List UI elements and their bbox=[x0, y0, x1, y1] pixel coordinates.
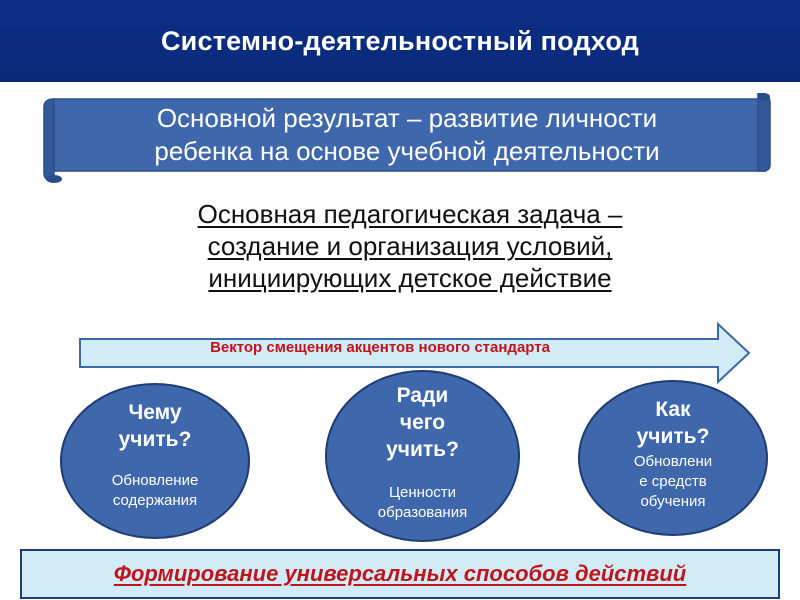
circle-what-to-teach bbox=[60, 383, 250, 539]
sub-line: Обновлени bbox=[633, 453, 713, 470]
question-line: чего bbox=[399, 411, 446, 434]
header-bar bbox=[0, 0, 800, 82]
pedagogical-task bbox=[100, 198, 720, 294]
question-line: Ради bbox=[396, 384, 449, 407]
result-line-2: ребенка на основе учебной деятельности bbox=[154, 136, 660, 166]
footer-banner bbox=[20, 549, 780, 599]
arrow-label: Вектор смещения акцентов нового стандарта bbox=[210, 339, 550, 356]
sub-line: содержания bbox=[112, 492, 198, 509]
task-line-2: создание и организация условий, bbox=[207, 231, 613, 261]
question-line: Как bbox=[655, 398, 691, 421]
circle-how-to-teach bbox=[578, 380, 768, 536]
circle-why-teach bbox=[325, 370, 520, 542]
question-line: учить? bbox=[636, 425, 710, 448]
question-line: учить? bbox=[386, 438, 459, 461]
question-line: Чему bbox=[128, 401, 182, 424]
sub-line: обучения bbox=[640, 493, 706, 510]
task-line-1: Основная педагогическая задача – bbox=[197, 199, 623, 229]
sub-line: Обновление bbox=[111, 472, 199, 489]
page-title: Системно-деятельностный подход bbox=[160, 25, 639, 56]
question-line: учить? bbox=[118, 428, 192, 451]
sub-line: е средств bbox=[639, 473, 707, 490]
result-scroll-banner bbox=[42, 93, 772, 185]
sub-line: образования bbox=[377, 504, 468, 521]
footer-text: Формирование универсальных способов действий bbox=[113, 561, 687, 586]
result-line-1: Основной результат – развитие личности bbox=[156, 103, 658, 133]
task-line-3: инициирующих детское действие bbox=[208, 263, 612, 293]
sub-line: Ценности bbox=[388, 484, 457, 501]
